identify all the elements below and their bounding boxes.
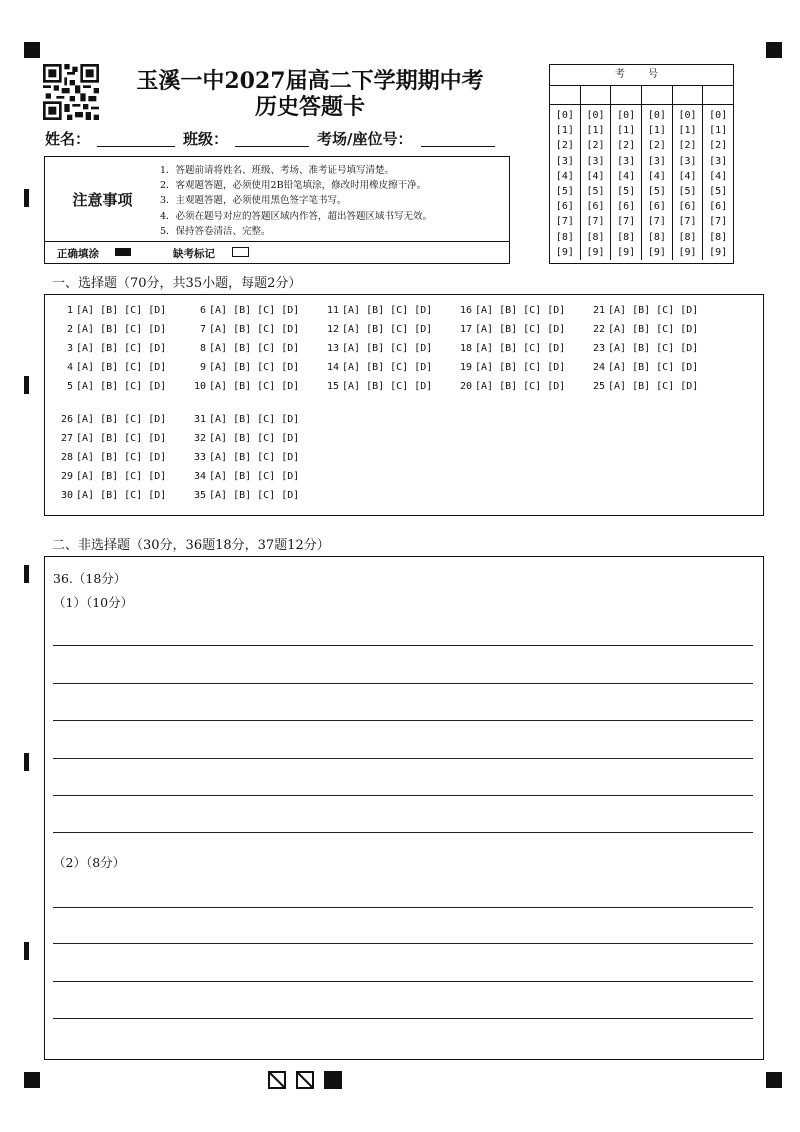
- question-number: 26: [60, 414, 73, 425]
- question-number: 18: [459, 343, 472, 354]
- choice-question-row: [321, 381, 432, 392]
- choice-question-row: [454, 305, 565, 316]
- question-number: 22: [592, 324, 605, 335]
- question-number: 9: [199, 362, 206, 373]
- exam-digit-bubble[interactable]: [0]: [617, 110, 636, 121]
- exam-digit-bubble[interactable]: [5]: [709, 186, 728, 198]
- exam-digit-columns: [550, 105, 733, 260]
- answer-bubbles[interactable]: [A] [B] [C] [D]: [342, 343, 433, 354]
- question-number: 33: [193, 452, 206, 463]
- choice-question-row: [188, 343, 299, 354]
- exam-digit-bubble[interactable]: [9]: [555, 246, 574, 258]
- exam-digit-bubble[interactable]: [3]: [617, 155, 636, 167]
- exam-digit-bubble[interactable]: [4]: [678, 170, 697, 182]
- class-field[interactable]: [235, 146, 309, 147]
- exam-digit-bubble[interactable]: [8]: [555, 231, 574, 243]
- answer-bubbles[interactable]: [A] [B] [C] [D]: [342, 324, 433, 335]
- answer-bubbles[interactable]: [A] [B] [C] [D]: [475, 305, 566, 316]
- question-36-part2-label: （2）（8分）: [53, 855, 126, 870]
- registration-mark-top-right: [766, 42, 782, 58]
- question-number: 28: [60, 452, 73, 463]
- answer-bubbles[interactable]: [A] [B] [C] [D]: [76, 381, 167, 392]
- choice-question-row: [188, 433, 299, 444]
- answer-bubbles[interactable]: [A] [B] [C] [D]: [608, 381, 699, 392]
- choice-question-row: [587, 324, 698, 335]
- timing-mark: [24, 942, 29, 960]
- answer-bubbles[interactable]: [A] [B] [C] [D]: [76, 362, 167, 373]
- exam-digit-bubble[interactable]: [0]: [555, 110, 574, 121]
- room-seat-label: 考场/座位号：: [317, 130, 413, 148]
- exam-digit-column: [581, 105, 612, 260]
- exam-digit-bubble[interactable]: [1]: [617, 125, 636, 137]
- choice-question-row: [321, 324, 432, 335]
- exam-digit-cell[interactable]: [550, 86, 581, 104]
- answer-bubbles[interactable]: [A] [B] [C] [D]: [342, 362, 433, 373]
- exam-digit-bubble[interactable]: [3]: [709, 155, 728, 167]
- notice-item: 2．客观题答题，必须使用2B铅笔填涂，修改时用橡皮擦干净。: [160, 180, 427, 192]
- choice-question-row: [188, 381, 299, 392]
- correct-fill-label: 正确填涂: [57, 248, 99, 260]
- notice-item: 5．保持答卷清洁、完整。: [160, 225, 271, 237]
- choice-question-row: [55, 433, 166, 444]
- answer-bubbles[interactable]: [A] [B] [C] [D]: [209, 452, 300, 463]
- answer-bubbles[interactable]: [A] [B] [C] [D]: [76, 452, 167, 463]
- question-number: 17: [459, 324, 472, 335]
- question-number: 3: [66, 343, 73, 354]
- exam-digit-bubble[interactable]: [4]: [709, 170, 728, 182]
- answer-bubbles[interactable]: [A] [B] [C] [D]: [209, 490, 300, 501]
- answer-bubbles[interactable]: [A] [B] [C] [D]: [342, 381, 433, 392]
- exam-digit-bubble[interactable]: [9]: [586, 246, 605, 258]
- choice-question-row: [188, 452, 299, 463]
- page-mark-filled: [324, 1071, 342, 1089]
- notice-title: 注意事项: [72, 190, 133, 209]
- exam-digit-bubble[interactable]: [6]: [647, 201, 666, 213]
- registration-mark-top-left: [24, 42, 40, 58]
- answer-line[interactable]: [53, 943, 753, 944]
- exam-digit-bubble[interactable]: [0]: [586, 110, 605, 121]
- choice-question-row: [587, 381, 698, 392]
- answer-bubbles[interactable]: [A] [B] [C] [D]: [608, 343, 699, 354]
- exam-digit-bubble[interactable]: [3]: [678, 155, 697, 167]
- question-number: 5: [66, 381, 73, 392]
- exam-digit-bubble[interactable]: [2]: [586, 140, 605, 152]
- exam-number-title: 考 号: [550, 65, 733, 86]
- answer-bubbles[interactable]: [A] [B] [C] [D]: [76, 324, 167, 335]
- exam-digit-bubble[interactable]: [1]: [586, 125, 605, 137]
- question-number: 24: [592, 362, 605, 373]
- exam-digit-bubble[interactable]: [4]: [617, 170, 636, 182]
- question-number: 32: [193, 433, 206, 444]
- choice-question-row: [188, 324, 299, 335]
- filled-box-icon: [115, 248, 131, 256]
- exam-digit-bubble[interactable]: [2]: [555, 140, 574, 152]
- room-seat-field[interactable]: [421, 146, 495, 147]
- question-number: 10: [193, 381, 206, 392]
- document-title: 玉溪一中2027届高二下学期期中考: [136, 68, 484, 94]
- question-number: 29: [60, 471, 73, 482]
- exam-digit-bubble[interactable]: [5]: [617, 186, 636, 198]
- choice-question-row: [188, 414, 299, 425]
- choice-question-row: [55, 305, 166, 316]
- exam-digit-bubble[interactable]: [2]: [647, 140, 666, 152]
- exam-digit-bubble[interactable]: [5]: [678, 186, 697, 198]
- exam-digit-bubble[interactable]: [9]: [678, 246, 697, 258]
- answer-bubbles[interactable]: [A] [B] [C] [D]: [342, 305, 433, 316]
- exam-digit-bubble[interactable]: [2]: [617, 140, 636, 152]
- exam-digit-bubble[interactable]: [4]: [647, 170, 666, 182]
- choice-question-row: [188, 471, 299, 482]
- timing-mark: [24, 753, 29, 771]
- exam-digit-bubble[interactable]: [8]: [647, 231, 666, 243]
- qr-code-icon: [43, 64, 99, 120]
- notice-item: 3．主观题答题，必须使用黑色签字笔书写。: [160, 195, 347, 207]
- question-number: 2: [66, 324, 73, 335]
- answer-bubbles[interactable]: [A] [B] [C] [D]: [76, 490, 167, 501]
- question-number: 11: [326, 305, 339, 316]
- choice-question-row: [55, 343, 166, 354]
- exam-digit-column: [703, 105, 733, 260]
- answer-bubbles[interactable]: [A] [B] [C] [D]: [475, 324, 566, 335]
- question-number: 27: [60, 433, 73, 444]
- question-number: 35: [193, 490, 206, 501]
- answer-bubbles[interactable]: [A] [B] [C] [D]: [209, 471, 300, 482]
- absent-mark-label: 缺考标记: [173, 248, 215, 260]
- answer-bubbles[interactable]: [A] [B] [C] [D]: [76, 343, 167, 354]
- choice-answer-area: [44, 294, 764, 516]
- exam-digit-bubble[interactable]: [0]: [678, 110, 697, 121]
- notice-item: 4．必须在题号对应的答题区域内作答，超出答题区域书写无效。: [160, 210, 433, 222]
- question-number: 30: [60, 490, 73, 501]
- exam-digit-cell[interactable]: [611, 86, 642, 104]
- choice-question-row: [55, 381, 166, 392]
- answer-line[interactable]: [53, 645, 753, 646]
- exam-digit-bubble[interactable]: [3]: [647, 155, 666, 167]
- exam-digit-bubble[interactable]: [9]: [709, 246, 728, 258]
- answer-bubbles[interactable]: [A] [B] [C] [D]: [608, 305, 699, 316]
- exam-digit-bubble[interactable]: [7]: [678, 216, 697, 228]
- section1-title: 一、选择题（70分，共35小题，每题2分）: [52, 276, 302, 291]
- exam-digit-bubble[interactable]: [6]: [617, 201, 636, 213]
- crossed-box-icon: [268, 1071, 286, 1089]
- question-number: 12: [326, 324, 339, 335]
- crossed-box-icon: [296, 1071, 314, 1089]
- choice-question-row: [321, 305, 432, 316]
- answer-line[interactable]: [53, 795, 753, 796]
- choice-question-row: [454, 324, 565, 335]
- question-number: 15: [326, 381, 339, 392]
- choice-question-row: [55, 324, 166, 335]
- registration-mark-bottom-left: [24, 1072, 40, 1088]
- notice-item: 1．答题前请将姓名、班级、考场、准考证号填写清楚。: [160, 165, 395, 176]
- answer-line[interactable]: [53, 720, 753, 721]
- choice-question-row: [188, 490, 299, 501]
- notice-list: [160, 163, 432, 239]
- question-number: 16: [459, 305, 472, 316]
- choice-question-row: [454, 343, 565, 354]
- exam-digit-bubble[interactable]: [7]: [586, 216, 605, 228]
- exam-digit-bubble[interactable]: [8]: [709, 231, 728, 243]
- question-number: 6: [199, 305, 206, 316]
- answer-bubbles[interactable]: [A] [B] [C] [D]: [475, 362, 566, 373]
- question-number: 14: [326, 362, 339, 373]
- exam-digit-bubble[interactable]: [7]: [617, 216, 636, 228]
- name-label: 姓名：: [45, 130, 91, 148]
- notice-box: [44, 156, 510, 264]
- answer-bubbles[interactable]: [A] [B] [C] [D]: [209, 414, 300, 425]
- question-number: 20: [459, 381, 472, 392]
- question-number: 31: [193, 414, 206, 425]
- choice-question-row: [321, 362, 432, 373]
- absent-checkbox[interactable]: [232, 247, 249, 257]
- choice-question-row: [55, 452, 166, 463]
- exam-digit-bubble[interactable]: [1]: [555, 125, 574, 137]
- exam-digit-cell[interactable]: [581, 86, 612, 104]
- exam-digit-bubble[interactable]: [0]: [647, 110, 666, 121]
- exam-digit-bubble[interactable]: [8]: [678, 231, 697, 243]
- answer-line[interactable]: [53, 907, 753, 908]
- registration-mark-bottom-right: [766, 1072, 782, 1088]
- exam-digit-column: [550, 105, 581, 260]
- exam-digit-column: [642, 105, 673, 260]
- class-label: 班级：: [183, 130, 229, 148]
- question-number: 25: [592, 381, 605, 392]
- exam-digit-cell[interactable]: [642, 86, 673, 104]
- answer-bubbles[interactable]: [A] [B] [C] [D]: [76, 305, 167, 316]
- exam-digit-bubble[interactable]: [3]: [586, 155, 605, 167]
- choice-question-row: [454, 362, 565, 373]
- choice-question-row: [587, 362, 698, 373]
- exam-digit-bubble[interactable]: [7]: [709, 216, 728, 228]
- answer-bubbles[interactable]: [A] [B] [C] [D]: [475, 381, 566, 392]
- exam-digit-bubble[interactable]: [9]: [617, 246, 636, 258]
- timing-mark: [24, 565, 29, 583]
- choice-question-row: [55, 414, 166, 425]
- answer-line[interactable]: [53, 1018, 753, 1019]
- answer-bubbles[interactable]: [A] [B] [C] [D]: [209, 324, 300, 335]
- question-36-label: 36.（18分）: [53, 571, 127, 586]
- choice-question-row: [587, 305, 698, 316]
- answer-bubbles[interactable]: [A] [B] [C] [D]: [209, 305, 300, 316]
- exam-digit-bubble[interactable]: [6]: [586, 201, 605, 213]
- question-number: 7: [199, 324, 206, 335]
- name-field[interactable]: [97, 146, 175, 147]
- exam-digit-bubble[interactable]: [5]: [555, 186, 574, 198]
- timing-mark: [24, 376, 29, 394]
- answer-line[interactable]: [53, 683, 753, 684]
- choice-question-row: [321, 343, 432, 354]
- answer-bubbles[interactable]: [A] [B] [C] [D]: [608, 362, 699, 373]
- exam-digit-column: [611, 105, 642, 260]
- answer-line[interactable]: [53, 832, 753, 833]
- choice-question-row: [55, 471, 166, 482]
- exam-digit-bubble[interactable]: [3]: [555, 155, 574, 167]
- choice-question-row: [188, 362, 299, 373]
- choice-question-row: [454, 381, 565, 392]
- answer-bubbles[interactable]: [A] [B] [C] [D]: [76, 414, 167, 425]
- exam-digit-bubble[interactable]: [7]: [555, 216, 574, 228]
- exam-digit-bubble[interactable]: [6]: [709, 201, 728, 213]
- answer-bubbles[interactable]: [A] [B] [C] [D]: [209, 433, 300, 444]
- exam-digit-bubble[interactable]: [0]: [709, 110, 728, 121]
- section2-title: 二、非选择题（30分，36题18分，37题12分）: [52, 538, 330, 553]
- answer-bubbles[interactable]: [A] [B] [C] [D]: [209, 362, 300, 373]
- exam-digit-cell[interactable]: [703, 86, 733, 104]
- exam-digit-bubble[interactable]: [5]: [586, 186, 605, 198]
- question-number: 1: [66, 305, 73, 316]
- exam-digit-bubble[interactable]: [4]: [555, 170, 574, 182]
- answer-bubbles[interactable]: [A] [B] [C] [D]: [76, 433, 167, 444]
- fill-legend: [45, 241, 509, 264]
- answer-bubbles[interactable]: [A] [B] [C] [D]: [209, 381, 300, 392]
- exam-digit-bubble[interactable]: [9]: [647, 246, 666, 258]
- exam-digit-bubble[interactable]: [6]: [678, 201, 697, 213]
- question-number: 21: [592, 305, 605, 316]
- answer-bubbles[interactable]: [A] [B] [C] [D]: [608, 324, 699, 335]
- exam-digit-bubble[interactable]: [5]: [647, 186, 666, 198]
- exam-digit-bubble[interactable]: [2]: [678, 140, 697, 152]
- question-number: 8: [199, 343, 206, 354]
- question-36-part1-label: （1）（10分）: [53, 595, 134, 610]
- choice-question-row: [55, 490, 166, 501]
- choice-question-row: [188, 305, 299, 316]
- choice-question-row: [587, 343, 698, 354]
- document-subtitle: 历史答题卡: [254, 94, 365, 120]
- answer-line[interactable]: [53, 981, 753, 982]
- exam-digit-bubble[interactable]: [1]: [709, 125, 728, 137]
- exam-digit-bubble[interactable]: [7]: [647, 216, 666, 228]
- exam-digit-bubble[interactable]: [1]: [678, 125, 697, 137]
- exam-digit-cell[interactable]: [673, 86, 704, 104]
- exam-digit-column: [673, 105, 704, 260]
- exam-digit-bubble[interactable]: [4]: [586, 170, 605, 182]
- choice-question-row: [55, 362, 166, 373]
- question-number: 13: [326, 343, 339, 354]
- question-number: 19: [459, 362, 472, 373]
- timing-mark: [24, 189, 29, 207]
- question-number: 34: [193, 471, 206, 482]
- answer-line[interactable]: [53, 758, 753, 759]
- exam-number-input-row: [550, 86, 733, 105]
- exam-digit-bubble[interactable]: [8]: [617, 231, 636, 243]
- exam-digit-bubble[interactable]: [6]: [555, 201, 574, 213]
- answer-bubbles[interactable]: [A] [B] [C] [D]: [475, 343, 566, 354]
- answer-bubbles[interactable]: [A] [B] [C] [D]: [209, 343, 300, 354]
- question-number: 23: [592, 343, 605, 354]
- essay-answer-area: [44, 556, 764, 1060]
- answer-bubbles[interactable]: [A] [B] [C] [D]: [76, 471, 167, 482]
- exam-digit-bubble[interactable]: [2]: [709, 140, 728, 152]
- exam-number-grid: [549, 64, 734, 264]
- exam-digit-bubble[interactable]: [8]: [586, 231, 605, 243]
- question-number: 4: [66, 362, 73, 373]
- exam-digit-bubble[interactable]: [1]: [647, 125, 666, 137]
